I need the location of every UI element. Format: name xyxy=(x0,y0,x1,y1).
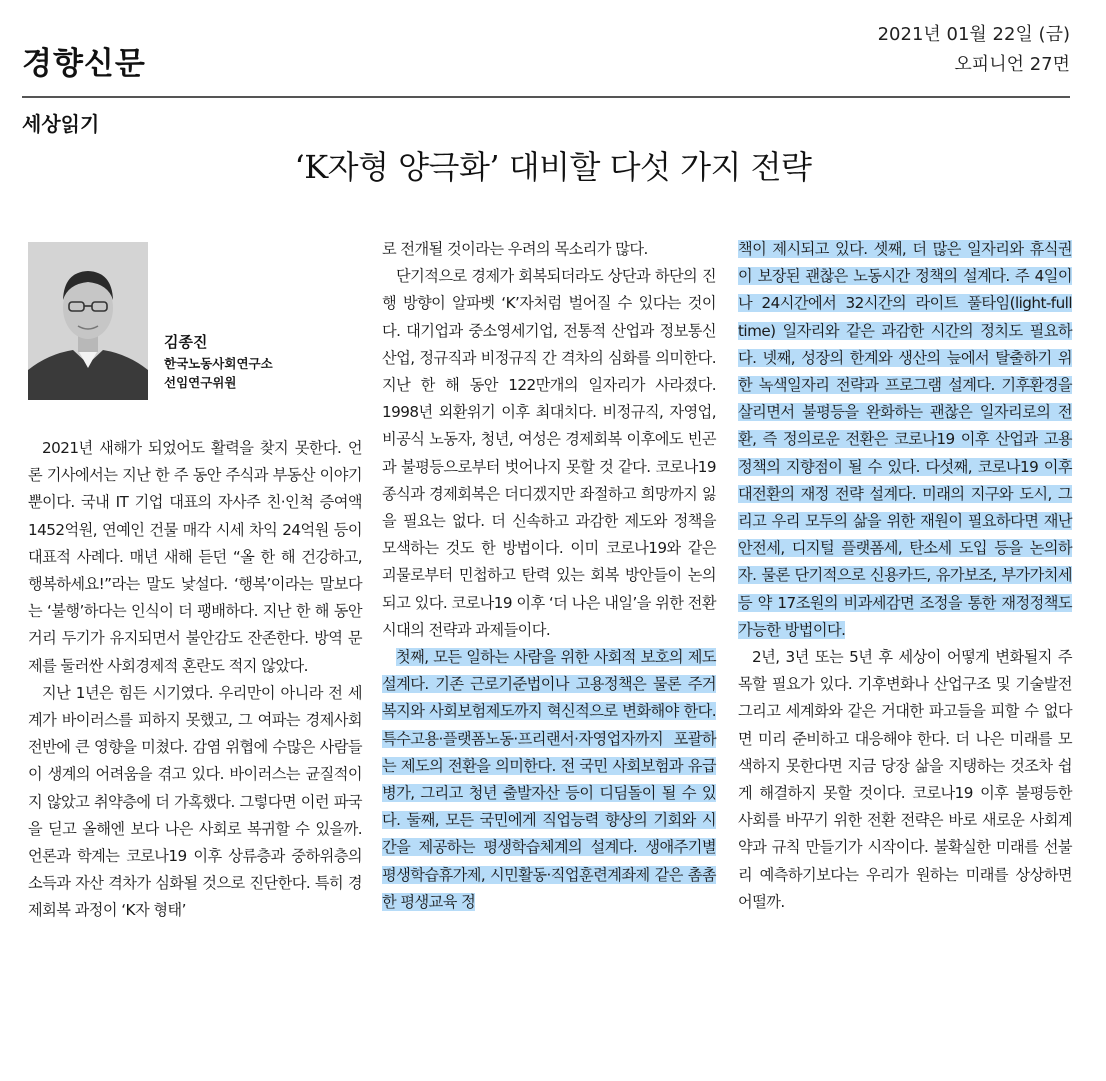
paragraph: 2021년 새해가 되었어도 활력을 찾지 못한다. 언론 기사에서는 지난 한 주 동안 주식과 부동산 이야기뿐이다. 국내 IT 기업 대표의 자사주 친·인척 증여액 1452억원, 연예인 건물 매각 시세 차익 24억원 등이 대표적 사례다. 매년 새해 듣던 “올 한 해 건강하고, 행복하세요!”라는 말도 낯설다. ‘행복’이라는 말보다는 ‘불행’하다는 인식이 더 팽배하다. 지난 한 해 동안 거리 두기가 유지되면서 불안감도 잔존한다. 방역 문제를 둘러싼 사회경제적 혼란도 적지 않았다. xyxy=(28,439,362,675)
header-rule xyxy=(22,96,1070,98)
author-info xyxy=(164,333,273,392)
article-column-2 xyxy=(382,236,716,916)
article-column-3 xyxy=(738,236,1072,916)
paragraph: 로 전개될 것이라는 우려의 목소리가 많다. xyxy=(382,240,648,258)
article-headline: ‘K자형 양극화’ 대비할 다섯 가지 전략 xyxy=(294,148,812,186)
paragraph: 2년, 3년 또는 5년 후 세상이 어떻게 변화될지 주목할 필요가 있다. 기후변화나 산업구조 및 기술발전 그리고 세계화와 같은 거대한 파고들을 피할 수 없다면 미리 준비하고 대응해야 한다. 더 나은 미래를 모색하지 못한다면 지금 당장 삶을 지탱하는 것조차 쉽게 해결하지 못할 것이다. 코로나19 이후 불평등한 사회를 바꾸기 위한 전환 전략은 바로 새로운 사회계약과 규칙 만들기가 시작이다. 불확실한 미래를 선불리 예측하기보다는 우리가 원하는 미래를 상상하면 어떨까. xyxy=(738,648,1072,911)
author-organization: 한국노동사회연구소 xyxy=(164,356,273,371)
paragraph: 지난 1년은 힘든 시기였다. 우리만이 아니라 전 세계가 바이러스를 피하지 못했고, 그 여파는 경제사회 전반에 큰 영향을 미쳤다. 감염 위협에 수많은 사람들이 생계의 어려움을 겪고 있다. 바이러스는 균질적이지 않았고 취약층에 더 가혹했다. 그렇다면 이런 파국을 딛고 올해엔 보다 나은 사회로 복귀할 수 있을까. 언론과 학계는 코로나19 이후 상류층과 중하위층의 소득과 자산 격차가 심화될 것으로 진단한다. 특히 경제회복 과정이 ‘K자 형태’ xyxy=(28,683,362,920)
highlighted-paragraph xyxy=(738,236,1072,644)
page-section-number: 오피니언 27면 xyxy=(954,54,1070,75)
text-highlight: 책이 제시되고 있다. 셋째, 더 많은 일자리와 휴식권이 보장된 괜찮은 노동시간 정책의 설계다. 주 4일이나 24시간에서 32시간의 라이트 풀타임(light-full time) 일자리와 같은 과감한 시간의 정치도 필요하다. 넷째, 성장의 한계와 생산의 늪에서 탈출하기 위한 녹색일자리 전략과 프로그램 설계다. 기후환경을 살리면서 불평등을 완화하는 괜찮은 일자리로의 전환, 즉 정의로운 전환은 코로나19 이후 산업과 고용정책의 지향점이 될 수 있다. 다섯째, 코로나19 이후 대전환의 재정 전략 설계다. 미래의 지구와 도시, 그리고 우리 모두의 삶을 위한 재원이 필요하다면 재난안전세, 디지털 플랫폼세, 탄소세 도입 등을 논의하자. 물론 단기적으로 신용카드, 유가보조, 부가가치세 등 약 17조원의 비과세감면 조정을 통한 재정정책도 가능한 방법이다. xyxy=(738,240,1073,639)
author-photo xyxy=(28,242,148,400)
newspaper-masthead: 경향신문 xyxy=(22,46,146,82)
text-highlight: 첫째, 모든 일하는 사람을 위한 사회적 보호의 제도 설계다. 기존 근로기준법이나 고용정책은 물론 주거복지와 사회보험제도까지 혁신적으로 변화해야 한다. 특수고용·플랫폼노동·프리랜서·자영업자까지 포괄하는 제도의 전환을 의미한다. 전 국민 사회보험과 유급병가, 그리고 청년 출발자산 등이 디딤돌이 될 수 있다. 둘째, 모든 국민에게 직업능력 향상의 기회와 시간을 제공하는 평생학습체계의 설계다. 생애주기별 평생학습휴가제, 시민활동·직업훈련계좌제 같은 촘촘한 평생교육 정 xyxy=(382,648,717,911)
author-name: 김종진 xyxy=(164,333,208,351)
column-section-title: 세상읽기 xyxy=(22,112,100,136)
paragraph: 단기적으로 경제가 회복되더라도 상단과 하단의 진행 방향이 알파벳 ‘K’자처럼 벌어질 수 있다는 것이다. 대기업과 중소영세기업, 전통적 산업과 정보통신 산업, 정규직과 비정규직 간 격차의 심화를 의미한다. 지난 한 해 동안 122만개의 일자리가 사라졌다. 1998년 외환위기 이후 최대치다. 비정규직, 자영업, 비공식 노동자, 청년, 여성은 경제회복 이후에도 빈곤과 불평등으로부터 벗어나지 못할 것 같다. 코로나19 종식과 경제회복은 더디겠지만 좌절하고 희망까지 잃을 필요는 없다. 더 신속하고 과감한 제도와 정책을 모색하는 것도 한 방법이다. 이미 코로나19와 같은 괴물로부터 민첩하고 탄력 있는 회복 방안들이 논의되고 있다. 코로나19 이후 ‘더 나은 내일’을 위한 전환시대의 전략과 과제들이다. xyxy=(382,267,716,639)
highlighted-paragraph xyxy=(382,644,716,916)
date-block xyxy=(878,20,1070,80)
publication-date: 2021년 01월 22일 (금) xyxy=(877,24,1070,45)
author-title: 선임연구위원 xyxy=(164,375,237,390)
author-portrait-image xyxy=(28,242,148,400)
article-column-1 xyxy=(28,435,362,925)
